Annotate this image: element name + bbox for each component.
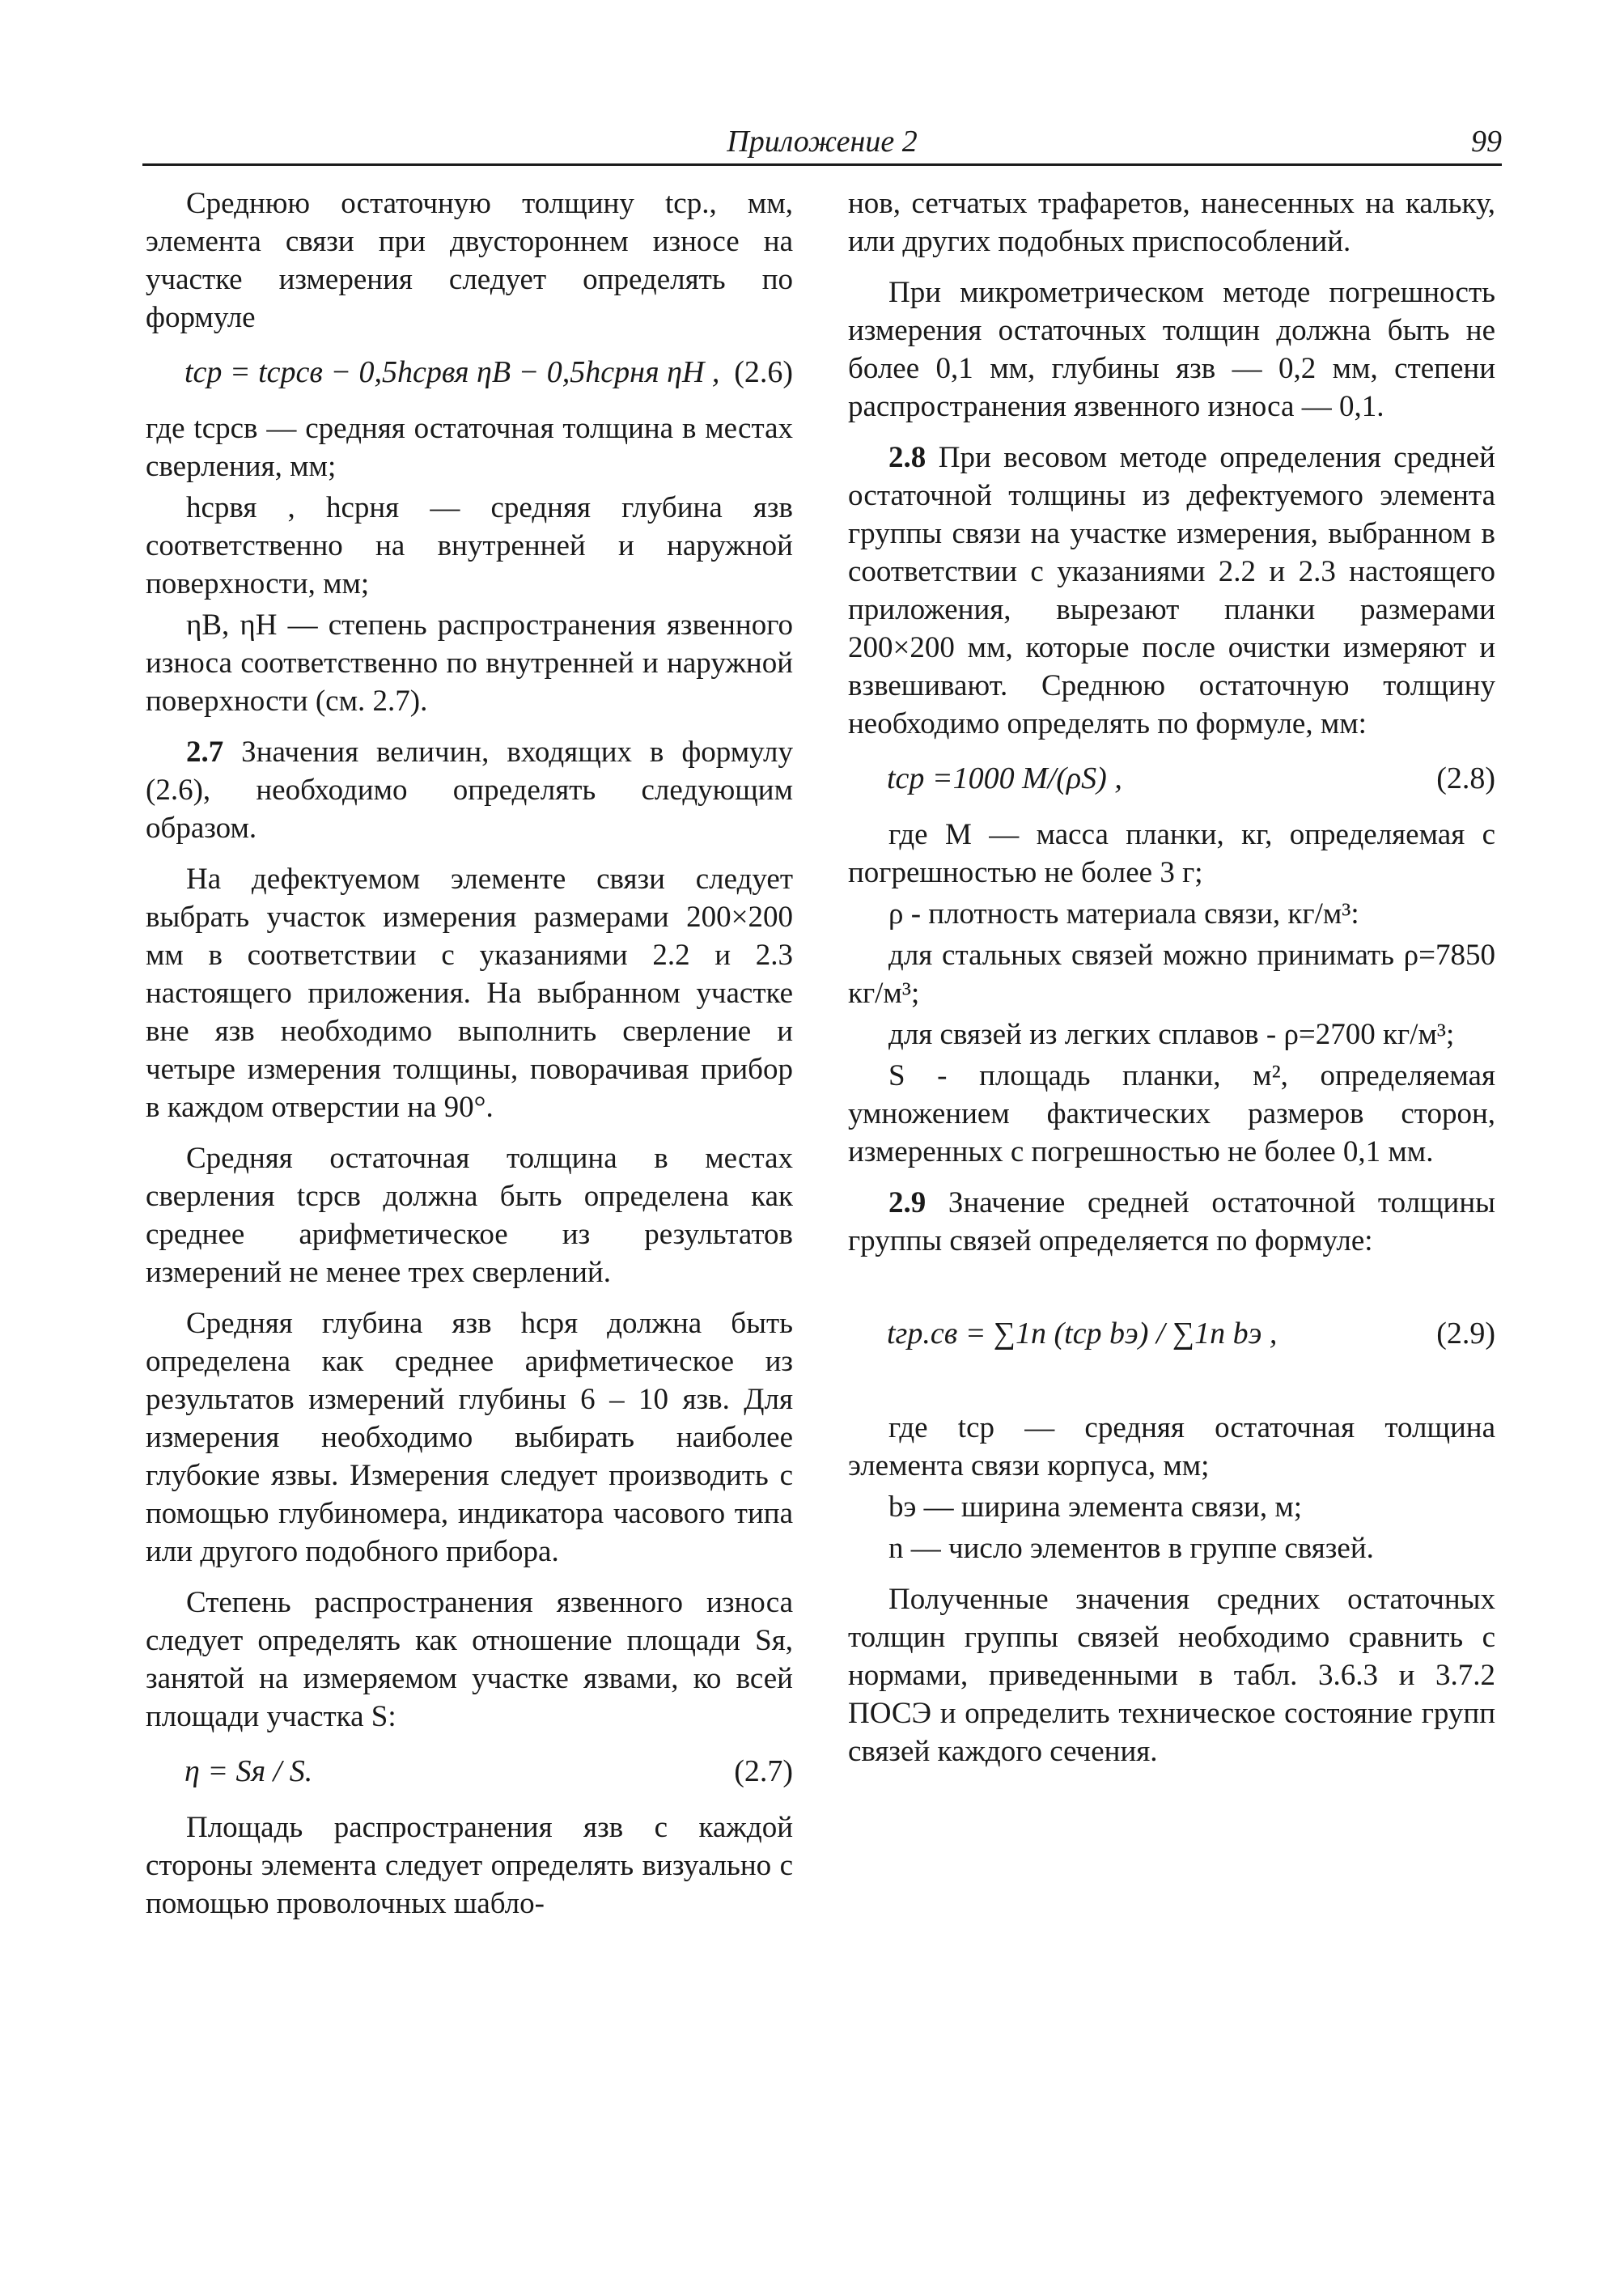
- formula-expression: tгр.св = ∑1n (tср bэ) / ∑1n bэ ,: [887, 1317, 1278, 1351]
- where-clause: где tср — средняя остаточная толщина элемента связи корпуса, мм;: [848, 1411, 1495, 1482]
- where-clause: S - площадь планки, м², определяемая умножением фактических размеров сторон, измеренных с погрешностью не более 0,1 мм.: [848, 1059, 1495, 1168]
- formula-number: (2.9): [1436, 1317, 1495, 1351]
- where-clause: где M — масса планки, кг, определяемая с погрешностью не более 3 г;: [848, 818, 1495, 889]
- paragraph: Средняя остаточная толщина в местах сверления tсрсв должна быть определена как среднее арифметическое из результатов измерений не менее трех сверлений.: [146, 1142, 793, 1289]
- formula-2-7: [146, 1749, 793, 1794]
- paragraph: На дефектуемом элементе связи следует выбрать участок измерения размерами 200×200 мм в соответствии с указаниями 2.2 и 2.3 настоящего приложения. На выбранном участке вне язв необходимо выполнить сверление и четыре измерения толщины, поворачивая прибор в каждом отверстии на 90°.: [146, 863, 793, 1124]
- section-text: Значения величин, входящих в формулу (2.6), необходимо определять следующим образом.: [146, 736, 793, 845]
- section-number: 2.7: [186, 736, 224, 769]
- where-clause: bэ — ширина элемента связи, м;: [888, 1490, 1303, 1524]
- formula-2-8: [848, 756, 1495, 801]
- page-number: 99: [1471, 125, 1502, 159]
- formula-expression: tср =1000 M/(ρS) ,: [887, 761, 1122, 795]
- section-2-8: [848, 439, 1495, 743]
- formula-2-9: [848, 1273, 1495, 1394]
- paragraph: Средняя глубина язв hсря должна быть определена как среднее арифметическое из результатов измерений глубины 6 – 10 язв. Для измерения необходимо выбирать наиболее глубокие язвы. Измерения следует производить с помощью глубиномера, индикатора часового типа или другого подобного прибора.: [146, 1307, 793, 1568]
- where-clause: для стальных связей можно принимать ρ=7850 кг/м³;: [848, 939, 1495, 1010]
- formula-number: (2.6): [734, 355, 793, 389]
- section-2-9: [848, 1184, 1495, 1260]
- left-column: [146, 184, 793, 1936]
- page-header: [142, 120, 1502, 163]
- running-title: Приложение 2: [727, 125, 918, 159]
- section-2-7: [146, 733, 793, 847]
- formula-number: (2.7): [734, 1754, 793, 1788]
- section-number: 2.8: [888, 441, 926, 474]
- where-clause: ηВ, ηН — степень распространения язвенного износа соответственно по внутренней и наружной поверхности (см. 2.7).: [146, 608, 793, 718]
- formula-2-6: [146, 350, 793, 395]
- right-column: [848, 184, 1495, 1783]
- where-clause: hсрвя , hсрня — средняя глубина язв соответственно на внутренней и наружной поверхности, мм;: [146, 491, 793, 600]
- where-clause: для связей из легких сплавов - ρ=2700 кг/м³;: [888, 1018, 1455, 1051]
- where-clause: где tсрсв — средняя остаточная толщина в местах сверления, мм;: [146, 412, 793, 483]
- section-number: 2.9: [888, 1186, 926, 1219]
- paragraph: Площадь распространения язв с каждой стороны элемента следует определять визуально с помощью проволочных шабло-: [146, 1811, 793, 1920]
- formula-expression: η = Sя / S.: [184, 1754, 313, 1788]
- formula-expression: tср = tсрсв − 0,5hсрвя ηВ − 0,5hсрня ηН ,: [184, 355, 720, 389]
- paragraph: Полученные значения средних остаточных толщин группы связей необходимо сравнить с нормами, приведенными в табл. 3.6.3 и 3.7.2 ПОСЭ и определить техническое состояние групп связей каждого сечения.: [848, 1583, 1495, 1768]
- formula-number: (2.8): [1436, 761, 1495, 795]
- where-clause: ρ - плотность материала связи, кг/м³:: [888, 897, 1359, 931]
- paragraph: Степень распространения язвенного износа следует определять как отношение площади Sя, занятой на измеряемом участке язвами, ко всей площади участка S:: [146, 1586, 793, 1733]
- where-clause: n — число элементов в группе связей.: [888, 1532, 1374, 1565]
- section-text: При весовом методе определения средней остаточной толщины из дефектуемого элемента группы связи на участке измерения, выбранном в соответствии с указаниями 2.2 и 2.3 настоящего приложения, вырезают планки размерами 200×200 мм, которые после очистки измеряют и взвешивают. Среднюю остаточную толщину необходимо определять по формуле, мм:: [848, 441, 1495, 740]
- header-rule: [142, 163, 1502, 166]
- paragraph: нов, сетчатых трафаретов, нанесенных на кальку, или других подобных приспособлений.: [848, 187, 1495, 258]
- section-text: Значение средней остаточной толщины группы связей определяется по формуле:: [848, 1186, 1495, 1257]
- paragraph: Среднюю остаточную толщину tср., мм, элемента связи при двустороннем износе на участке измерения следует определять по формуле: [146, 187, 793, 334]
- paragraph: При микрометрическом методе погрешность измерения остаточных толщин должна быть не более 0,1 мм, глубины язв — 0,2 мм, степени распространения язвенного износа — 0,1.: [848, 276, 1495, 423]
